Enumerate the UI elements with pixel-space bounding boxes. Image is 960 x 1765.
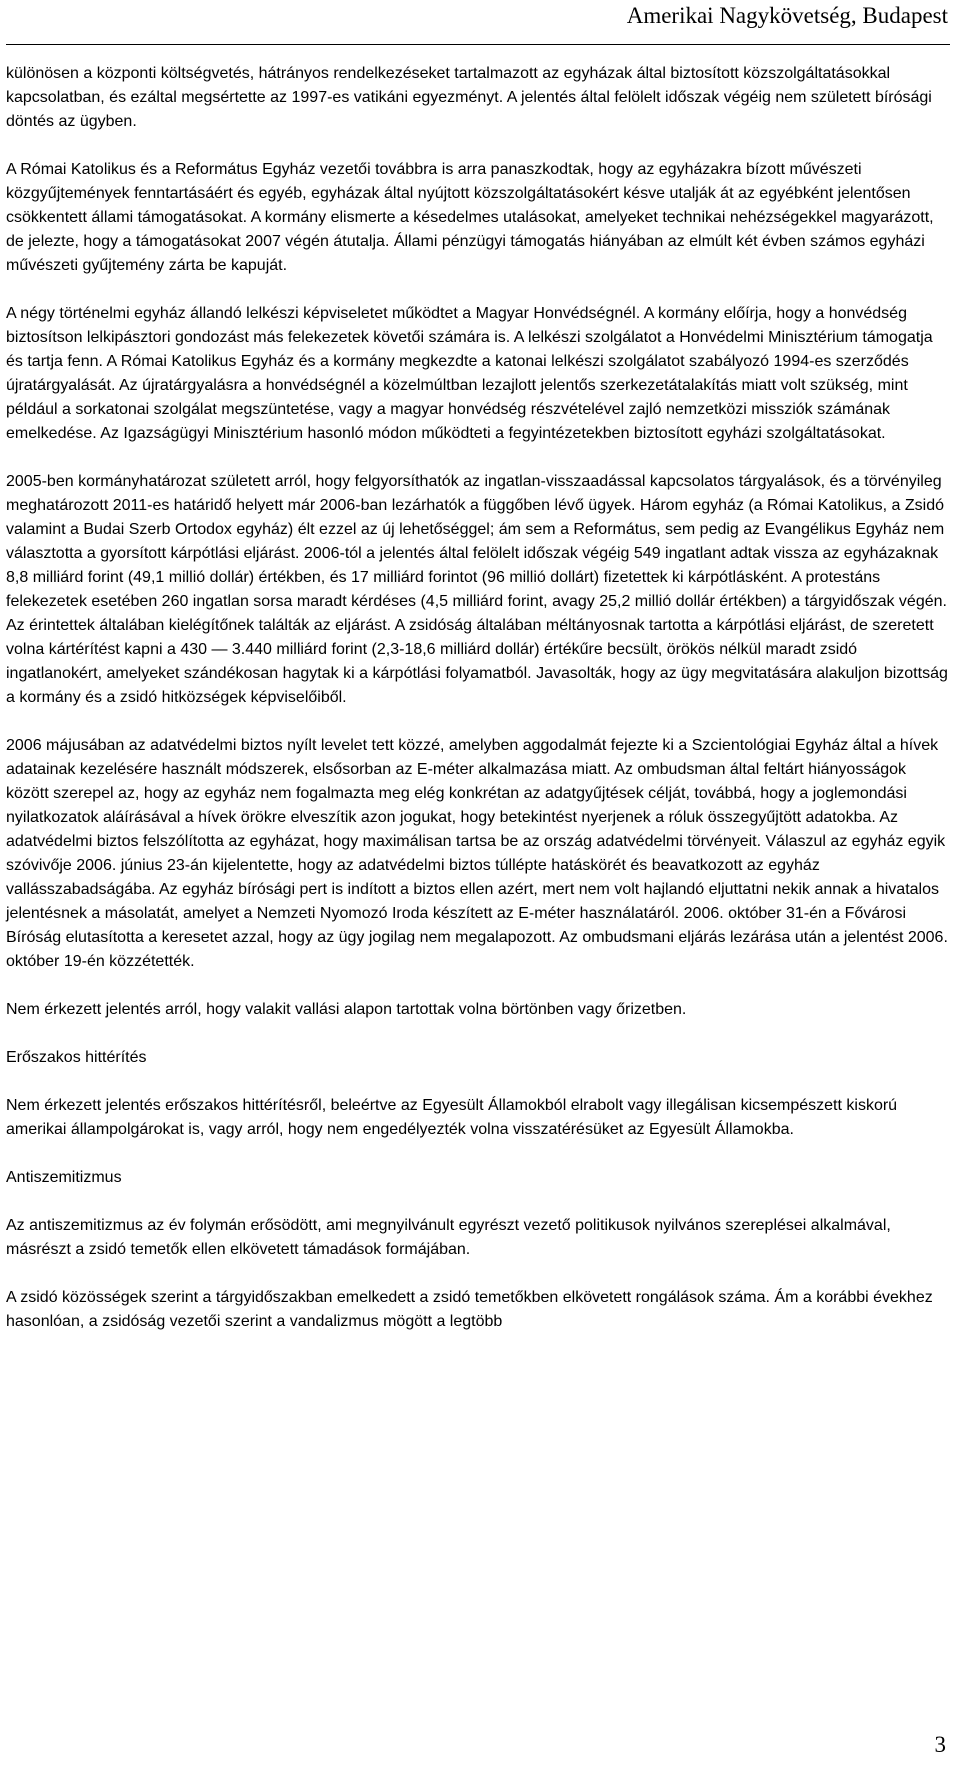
paragraph-religious-prisoners: Nem érkezett jelentés arról, hogy valakit vallási alapon tartottak volna börtönben vagy őrizetben. [6, 1001, 687, 1018]
page-number: 3 [934, 1732, 946, 1757]
paragraph-scientology-data-protection: 2006 májusában az adatvédelmi biztos nyílt levelet tett közzé, amelyben aggodalmát fejezte ki a Szcientológiai Egyház által a hívek adatainak kezelésére használt módszerek, elsősorban az E-méter alkalmazása miatt. Az ombudsman által feltárt hiányosságok között szerepel az, hogy az egyház nem fogalmazta meg elég konkrétan az adatgyűjtések célját, továbbá, hogy a joglemondási nyilatkozatok aláírásával a hívek örökre elveszítik azon jogukat, hogy betekintést nyerjenek a róluk összegyűjtött adatokba. Az adatvédelmi biztos felszólította az egyházat, hogy maximálisan tartsa be az ország adatvédelmi törvényeit. Válaszul az egyház egyik szóvivője 2006. június 23-án kijelentette, hogy az adatvédelmi biztos túllépte hatáskörét és beavatkozott az egyház vallásszabadságába. Az egyház bírósági pert is indított a biztos ellen azért, mert nem volt hajlandó eljuttatni nekik annak a hivatalos jelentésnek a másolatát, amelyet a Nemzeti Nyomozó Iroda készített az E-méter használatáról. 2006. október 31-én a Fővárosi Bíróság elutasította a keresetet azzal, hogy az ügy jogilag nem megalapozott. Az ombudsmani eljárás lezárása után a jelentést 2006. október 19-én közzétették. [6, 737, 948, 970]
section-heading-antisemitism: Antiszemitizmus [6, 1169, 122, 1186]
paragraph-military-chaplaincy: A négy történelmi egyház állandó lelkészi képviseletet működtet a Magyar Honvédségnél. A kormány előírja, hogy a honvédség biztosítson lelkipásztori gondozást más felekezetek követői számára is. A lelkészi szolgálatot a Honvédelmi Minisztérium támogatja és tartja fenn. A Római Katolikus Egyház és a kormány megkezdte a katonai lelkészi szolgálatot szabályozó 1994-es szerződés újratárgyalását. Az újratárgyalásra a honvédségnél a közelmúltban lezajlott jelentős szerkezetátalakítás miatt volt szükség, mint például a sorkatonai szolgálat megszüntetése, vagy a magyar honvédség részvételével zajló nemzetközi missziók számának emelkedése. Az Igazságügyi Minisztérium hasonló módon működteti a fegyintézetekben biztosított egyházi szolgáltatásokat. [6, 305, 933, 442]
paragraph-cemetery-vandalism: A zsidó közösségek szerint a tárgyidőszakban emelkedett a zsidó temetőkben elkövetett rongálások száma. Ám a korábbi évekhez hasonlóan, a zsidóság vezetői szerint a vandalizmus mögött a legtöbb [6, 1289, 933, 1330]
paragraph-vatican-agreement: különösen a központi költségvetés, hátrányos rendelkezéseket tartalmazott az egyházak által biztosított közszolgáltatásokkal kapcsolatban, és ezáltal megsértette az 1997-es vatikáni egyezményt. A jelentés által felölelt időszak végéig nem született bírósági döntés az ügyben. [6, 65, 932, 130]
document-body [6, 62, 950, 1358]
header-rule [6, 44, 950, 45]
paragraph-antisemitism: Az antiszemitizmus az év folymán erősödött, ami megnyilvánult egyrészt vezető politikusok nyilvános szereplései alkalmával, másrészt a zsidó temetők ellen elkövetett támadások formájában. [6, 1217, 891, 1258]
header-title: Amerikai Nagykövetség, Budapest [626, 3, 948, 28]
paragraph-forced-conversion: Nem érkezett jelentés erőszakos hittérítésről, beleértve az Egyesült Államokból elrabolt vagy illegálisan kicsempészett kiskorú amerikai állampolgárokat is, vagy arról, hogy nem engedélyezték volna visszatérésüket az Egyesült Államokba. [6, 1097, 898, 1138]
section-heading-forced-conversion: Erőszakos hittérítés [6, 1049, 147, 1066]
paragraph-church-collections: A Római Katolikus és a Református Egyház vezetői továbbra is arra panaszkodtak, hogy az egyházakra bízott művészeti közgyűjtemények fenntartásáért és egyéb, egyházak által nyújtott közszolgáltatásokért késve utalják át az egyébként jelentősen csökkentett állami támogatásokat. A kormány elismerte a késedelmes utalásokat, amelyeket technikai nehézségekkel magyarázott, de jelezte, hogy a támogatásokat 2007 végén átutalja. Állami pénzügyi támogatás hiányában az elmúlt két évben számos egyházi művészeti gyűjtemény zárta be kapuját. [6, 161, 934, 274]
page-header [0, 0, 960, 48]
paragraph-property-restitution: 2005-ben kormányhatározat született arról, hogy felgyorsíthatók az ingatlan-visszaadással kapcsolatos tárgyalások, és a törvényileg meghatározott 2011-es határidő helyett már 2006-ban lezárhatók a függőben lévő ügyek. Három egyház (a Római Katolikus, a Zsidó valamint a Budai Szerb Ortodox egyház) élt ezzel az új lehetőséggel; ám sem a Református, sem pedig az Evangélikus Egyház nem választotta a gyorsított kárpótlási eljárást. 2006-tól a jelentés által felölelt időszak végéig 549 ingatlant adtak vissza az egyházaknak 8,8 milliárd forint (49,1 millió dollár) értékben, és 17 milliárd forintot (96 millió dollárt) fizetettek ki kárpótlásként. A protestáns felekezetek esetében 260 ingatlan sorsa maradt kérdéses (4,5 milliárd forint, avagy 25,2 millió dollár értékben) a tárgyidőszak végén. Az érintettek általában kielégítőnek találták az eljárást. A zsidóság általában méltányosnak tartotta a kárpótlási eljárást, de szeretett volna kártérítést kapni a 430 — 3.440 milliárd forint (2,3-18,6 milliárd dollár) értékűre becsült, örökös nélkül maradt zsidó ingatlanokért, amelyeket szándékosan hagytak ki a kárpótlási folyamatból. Javasolták, hogy az ügy megvitatására alakuljon bizottság a kormány és a zsidó hitközségek képviselőiből. [6, 473, 948, 706]
